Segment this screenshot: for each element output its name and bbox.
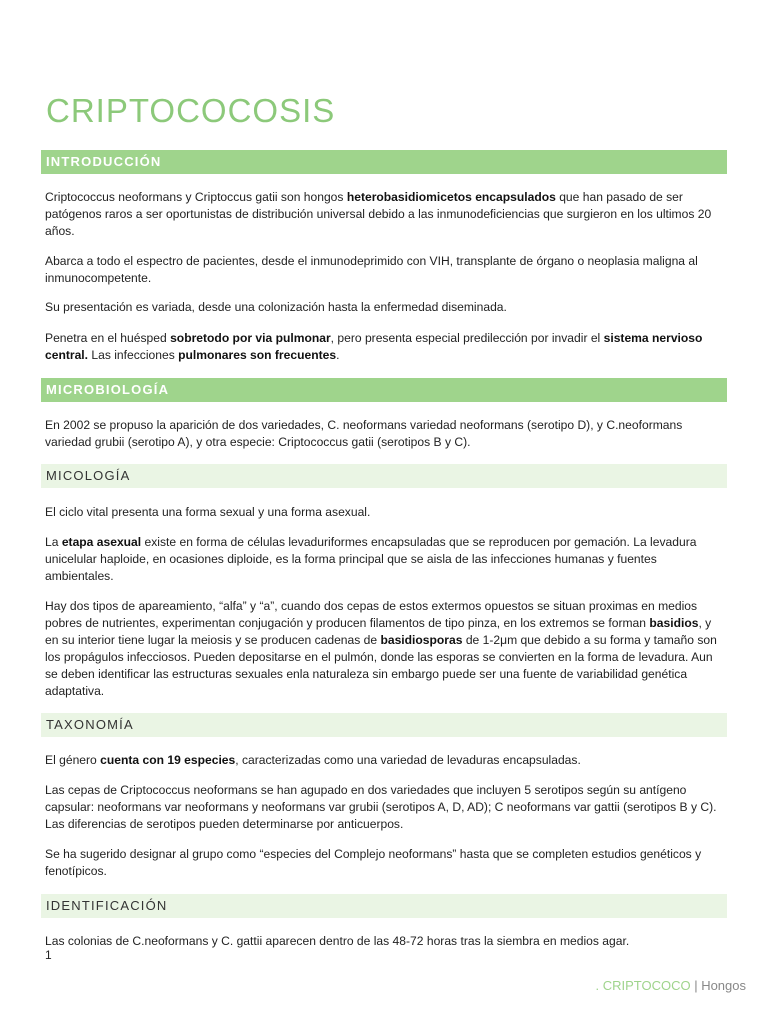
page-footer <box>595 978 746 993</box>
paragraph-intro-1: Criptococcus neoformans y Criptoccus gatii son hongos heterobasidiomicetos encapsulados que han pasado de ser patógenos raros a ser oportunistas de distribución universal debido a las inmunodeficiencias que surgieron en los ultimos 20 años. <box>45 190 712 238</box>
paragraph-micro-1: En 2002 se propuso la aparición de dos variedades, C. neoformans variedad neoformans (serotipo D), y C.neoformans variedad grubii (serotipo A), y otra especie: Criptococcus gatii (serotipos B y C). <box>45 418 683 449</box>
footer-chapter: . CRIPTOCOCO <box>595 978 691 993</box>
section-header-micologia: MICOLOGÍA <box>41 464 727 488</box>
paragraph-ident-1: Las colonias de C.neoformans y C. gattii aparecen dentro de las 48-72 horas tras la siembra en medios agar. <box>45 934 630 948</box>
paragraph-taxo-3: Se ha sugerido designar al grupo como “especies del Complejo neoformans” hasta que se completen estudios genéticos y fenotípicos. <box>45 847 702 878</box>
paragraph-mico-3: Hay dos tipos de apareamiento, “alfa” y “a”, cuando dos cepas de estos extermos opuestos se situan proximas en medios pobres de nutrientes, experimentan conjugación y producen filamentos de tipo pinza, en los extremos se forman basidios, y en su interior tiene lugar la meiosis y se producen cadenas de basidiosporas de 1-2μm que debido a su forma y tamaño son los propágulos infecciosos. Pueden depositarse en el pulmón, donde las esporas se convierten en la forma de levadura. Aun se deben identificar las estructuras sexuales enla naturaleza sin embargo puede ser una fuente de variabilidad genética adaptativa. <box>45 599 717 698</box>
paragraph-taxo-2: Las cepas de Criptococcus neoformans se han agupado en dos variedades que incluyen 5 serotipos según su antígeno capsular: neoformans var neoformans y neoformans var grubii (serotipos A, D, AD); C neoformans var gattii (serotipos B y C). Las diferencias de serotipos pueden determinarse por anticuerpos. <box>45 783 717 831</box>
paragraph-intro-3: Su presentación es variada, desde una colonización hasta la enfermedad diseminada. <box>45 300 507 314</box>
paragraph-taxo-1: El género cuenta con 19 especies, caracterizadas como una variedad de levaduras encapsuladas. <box>45 753 581 767</box>
section-header-taxonomia: TAXONOMÍA <box>41 713 727 737</box>
footer-separator: | <box>690 978 702 993</box>
paragraph-intro-2: Abarca a todo el espectro de pacientes, desde el inmunodeprimido con VIH, transplante de órgano o neoplasia maligna al inmunocompetente. <box>45 254 698 285</box>
paragraph-mico-2: La etapa asexual existe en forma de células levaduriformes encapsuladas que se reproducen por gemación. La levadura unicelular haploide, en ocasiones diploide, es la forma principal que se aisla de las infecciones humanas y fuentes ambientales. <box>45 535 697 583</box>
paragraph-intro-4: Penetra en el huésped sobretodo por via pulmonar, pero presenta especial predilección por invadir el sistema nervioso central. Las infecciones pulmonares son frecuentes. <box>45 331 703 362</box>
section-header-identificacion: IDENTIFICACIÓN <box>41 894 727 918</box>
paragraph-mico-1: El ciclo vital presenta una forma sexual y una forma asexual. <box>45 505 371 519</box>
section-header-introduccion: INTRODUCCIÓN <box>41 150 727 174</box>
page-title: CRIPTOCOCOSIS <box>46 92 336 129</box>
page-number: 1 <box>45 948 52 962</box>
section-header-microbiologia: MICROBIOLOGÍA <box>41 378 727 402</box>
footer-category: Hongos <box>701 978 746 993</box>
